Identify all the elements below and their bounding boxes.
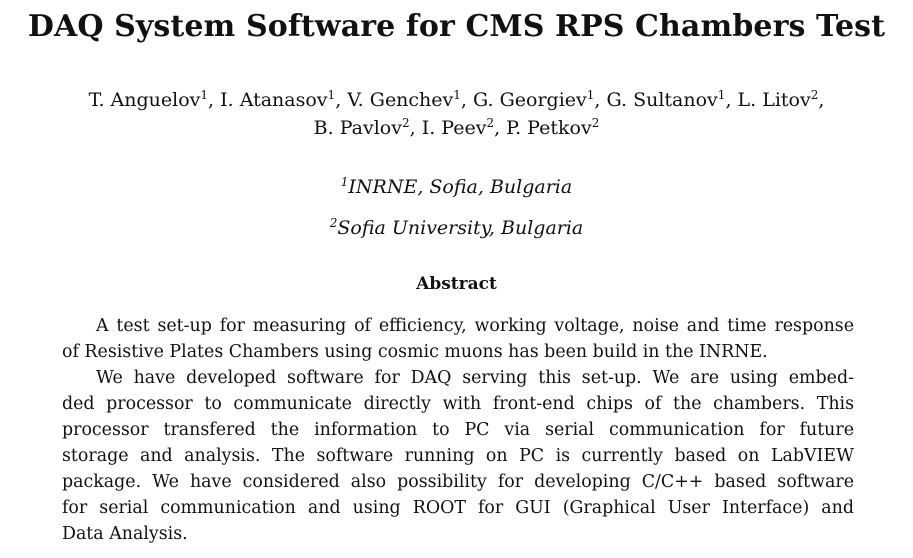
abstract-line: for serial communication and using ROOT for GUI (Graphical User Interface) and	[62, 498, 854, 518]
abstract-line: We have developed software for DAQ serving this set-up. We are using embed-	[96, 368, 854, 388]
affiliation-marker: 2	[591, 116, 600, 130]
affiliation-text: INRNE, Sofia, Bulgaria	[348, 176, 573, 198]
abstract-line: package. We have considered also possibility for developing C/C++ based software	[62, 472, 854, 492]
abstract-line: processor transfered the information to PC via serial communication for future	[62, 420, 854, 440]
abstract-line: storage and analysis. The software running on PC is currently based on LabVIEW	[62, 446, 854, 466]
affiliation-marker: 1	[717, 88, 726, 102]
affiliation-marker: 1	[453, 88, 461, 102]
affiliation-2	[0, 215, 913, 241]
abstract-line: of Resistive Plates Chambers using cosmic muons has been build in the INRNE.	[62, 342, 768, 362]
affiliation-text: Sofia University, Bulgaria	[337, 217, 584, 239]
author-separator: ,	[725, 89, 738, 111]
affiliation-marker: 1	[586, 88, 595, 102]
affiliation-marker: 2	[810, 88, 819, 102]
author-separator: ,	[208, 89, 221, 111]
author-line-1	[0, 86, 913, 114]
abstract-body	[62, 313, 854, 547]
affiliation-marker: 2	[486, 116, 495, 130]
author-name: I. Atanasov	[220, 89, 328, 111]
affiliation-marker: 2	[401, 116, 410, 130]
author-separator: ,	[818, 89, 825, 111]
author-name: P. Petkov	[506, 117, 592, 139]
affiliation-1	[0, 174, 913, 200]
abstract-line: Data Analysis.	[62, 524, 188, 544]
abstract-line: ded processor to communicate directly with front-end chips of the chambers. This	[62, 394, 854, 414]
author-name: V. Genchev	[347, 89, 454, 111]
affiliation-marker: 1	[200, 88, 209, 102]
author-name: G. Georgiev	[473, 89, 587, 111]
author-separator: ,	[335, 89, 348, 111]
author-separator: ,	[594, 89, 607, 111]
affiliation-marker: 1	[340, 175, 349, 189]
affiliation-marker: 2	[329, 216, 338, 230]
author-name: G. Sultanov	[606, 89, 718, 111]
author-name: T. Anguelov	[88, 89, 201, 111]
affiliation-marker: 1	[327, 88, 336, 102]
abstract-heading: Abstract	[416, 274, 497, 294]
author-separator: ,	[409, 117, 422, 139]
abstract-line: A test set-up for measuring of efficiency, working voltage, noise and time response	[96, 316, 854, 336]
paper-title: DAQ System Software for CMS RPS Chambers Test	[27, 9, 886, 44]
author-name: I. Peev	[421, 117, 487, 139]
author-list	[0, 86, 913, 142]
author-separator: ,	[460, 89, 474, 111]
author-line-2	[0, 114, 913, 142]
author-separator: ,	[494, 117, 507, 139]
author-name: L. Litov	[737, 89, 811, 111]
author-name: B. Pavlov	[313, 117, 402, 139]
